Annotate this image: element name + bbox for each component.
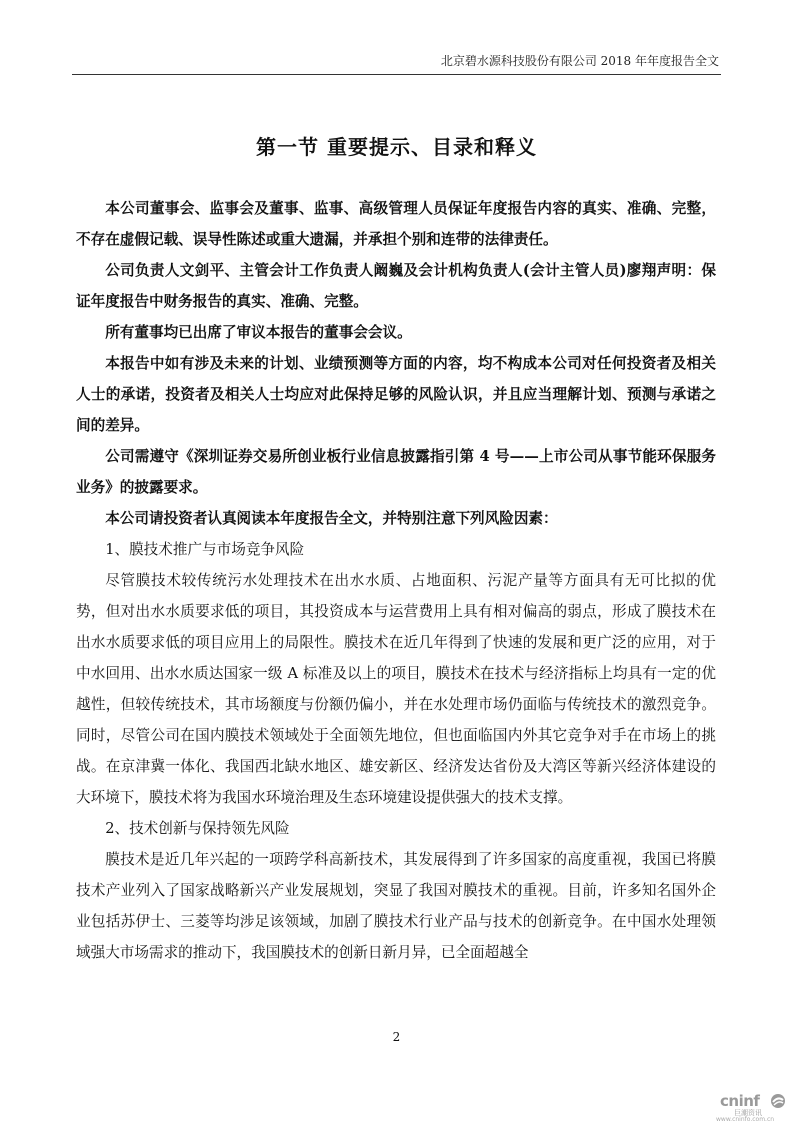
- header-rule: [72, 74, 721, 75]
- logo-wordmark: cninf: [720, 1092, 760, 1110]
- cninfo-logo: [716, 1092, 792, 1122]
- paragraph-forward-looking: 本报告中如有涉及未来的计划、业绩预测等方面的内容，均不构成本公司对任何投资者及相关人士的承诺，投资者及相关人士均应对此保持足够的风险认识，并且应当理解计划、预测与承诺之间的差异。: [76, 355, 716, 434]
- risk-heading-2: 2、技术创新与保持领先风险: [105, 820, 290, 837]
- logo-chinese-name: 巨潮资讯: [734, 1109, 762, 1117]
- logo-url: www.cninfo.com.cn: [716, 1116, 775, 1123]
- paragraph-board-guarantee: 本公司董事会、监事会及董事、监事、高级管理人员保证年度报告内容的真实、准确、完整，不存在虚假记载、误导性陈述或重大遗漏，并承担个别和连带的法律责任。: [76, 200, 716, 248]
- paragraph-responsible-persons: 公司负责人文剑平、主管会计工作负责人阚巍及会计机构负责人(会计主管人员)廖翔声明：保证年度报告中财务报告的真实、准确、完整。: [76, 262, 716, 310]
- logo-swirl-icon: [770, 1093, 786, 1109]
- paragraph-risk-intro: 本公司请投资者认真阅读本年度报告全文，并特别注意下列风险因素：: [105, 510, 558, 527]
- paragraph-risk-1: 尽管膜技术较传统污水处理技术在出水水质、占地面积、污泥产量等方面具有无可比拟的优势，但对出水水质要求低的项目，其投资成本与运营费用上具有相对偏高的弱点，形成了膜技术在出水水质要求低的项目应用上的局限性。膜技术在近几年得到了快速的发展和更广泛的应用，对于中水回用、出水水质达国家一级 A 标准及以上的项目，膜技术在技术与经济指标上均具有一定的优越性，但较传统技术，其市场额度与份额仍偏小，并在水处理市场仍面临与传统技术的激烈竞争。同时，尽管公司在国内膜技术领域处于全面领先地位，但也面临国内外其它竞争对手在市场上的挑战。在京津冀一体化、我国西北缺水地区、雄安新区、经济发达省份及大湾区等新兴经济体建设的大环境下，膜技术将为我国水环境治理及生态环境建设提供强大的技术支撑。: [76, 572, 716, 806]
- risk-heading-1: 1、膜技术推广与市场竞争风险: [105, 541, 305, 558]
- section-title: 第一节 重要提示、目录和释义: [256, 135, 537, 159]
- document-body: [76, 193, 716, 968]
- page-number: 2: [392, 1030, 401, 1044]
- paragraph-risk-2: 膜技术是近几年兴起的一项跨学科高新技术，其发展得到了许多国家的高度重视，我国已将膜技术产业列入了国家战略新兴产业发展规划，突显了我国对膜技术的重视。目前，许多知名国外企业包括苏伊士、三菱等均涉足该领域，加剧了膜技术行业产品与技术的创新竞争。在中国水处理领域强大市场需求的推动下，我国膜技术的创新日新月异，已全面超越全: [76, 851, 716, 961]
- paragraph-directors-attendance: 所有董事均已出席了审议本报告的董事会会议。: [105, 324, 412, 341]
- running-header: 北京碧水源科技股份有限公司 2018 年年度报告全文: [440, 54, 719, 68]
- paragraph-disclosure-guideline: 公司需遵守《深圳证券交易所创业板行业信息披露指引第 4 号——上市公司从事节能环保服务业务》的披露要求。: [76, 448, 716, 496]
